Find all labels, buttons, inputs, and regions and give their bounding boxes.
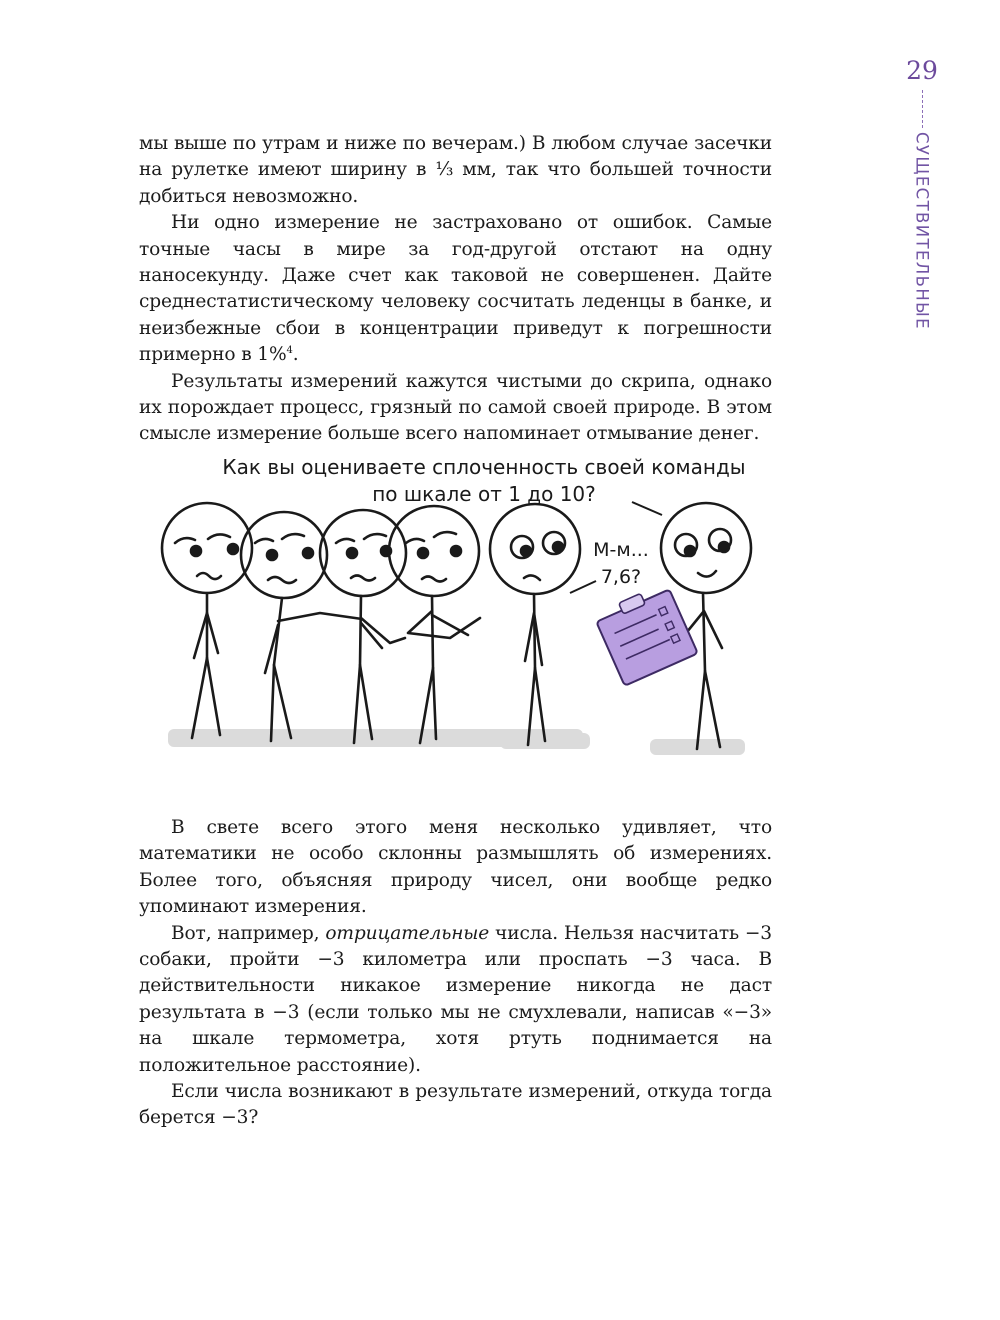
paragraph-2-end: .	[292, 344, 299, 366]
section-label: СУЩЕСТВИТЕЛЬНЫЕ	[912, 132, 932, 330]
ground-shadows	[168, 729, 745, 755]
answer-pointer	[570, 581, 596, 593]
paragraph-5-rest: числа. Нельзя насчитать −3 собаки, пройти −3 километра или проспать −3 часа. В действительности никакое измерение никогда не даст результата в −3 (если только мы не смухлевали, написав «−3» на шкале термометра, хотя ртуть поднимается на положительное расстояние).	[139, 922, 772, 1076]
fraction-one-third: ⅓	[435, 159, 454, 181]
paragraph-2-text: Ни одно измерение не застраховано от ошибок. Самые точные часы в мире за год-другой отстают на одну наносекунду. Даже счет как таковой не совершенен. Дайте среднестатистическому человеку сосчитать леденцы в банке, и неизбежные сбои в концентрации приведут к погрешности примерно в 1%	[139, 212, 772, 366]
paragraph-5-italic: отрицательные	[325, 922, 490, 944]
paragraph-4: В свете всего этого меня несколько удивляет, что математики не особо склонны размышлять об измерениях. Более того, объясняя природу чисел, они вообще редко упоминают измерения.	[139, 817, 772, 918]
paragraph-6: Если числа возникают в результате измерений, откуда тогда берется −3?	[139, 1081, 772, 1129]
clipboard	[593, 582, 698, 686]
footnote-ref-4[interactable]: 4	[286, 345, 293, 357]
paragraph-1-text-a: мы выше по утрам и ниже по вечерам.) В любом случае засечки на рулетке имеют ширину в	[139, 133, 772, 181]
stick-figure-5	[490, 504, 580, 745]
question-line-2: по шкале от 1 до 10?	[372, 482, 596, 506]
question-line-1: Как вы оцениваете сплоченность своей команды	[222, 455, 746, 479]
paragraph-2	[139, 210, 772, 368]
paragraph-3: Результаты измерений кажутся чистыми до скрипа, однако их порождает процесс, грязный по самой своей природе. В этом смысле измерение больше всего напоминает отмывание денег.	[139, 370, 772, 445]
paragraph-1-text-b: мм, так что большей точности добиться невозможно.	[139, 159, 773, 207]
answer-line-2: 7,6?	[600, 566, 642, 588]
paragraph-5	[139, 921, 772, 1079]
stick-figure-1	[162, 503, 252, 738]
question-pointer	[632, 502, 662, 515]
stick-figure-3	[320, 510, 406, 743]
paragraph-5-start: Вот, например,	[171, 922, 326, 944]
top-text-block	[139, 131, 772, 448]
answer-line-1: М-м...	[593, 539, 649, 561]
page-number: 29	[906, 56, 938, 85]
stick-figure-2	[241, 512, 362, 741]
bottom-text-block	[139, 815, 772, 1132]
comic-illustration	[150, 443, 780, 773]
stick-figure-4	[389, 506, 480, 743]
side-dashed-rule	[922, 90, 923, 128]
comic-svg	[150, 443, 780, 773]
paragraph-1	[139, 131, 772, 210]
